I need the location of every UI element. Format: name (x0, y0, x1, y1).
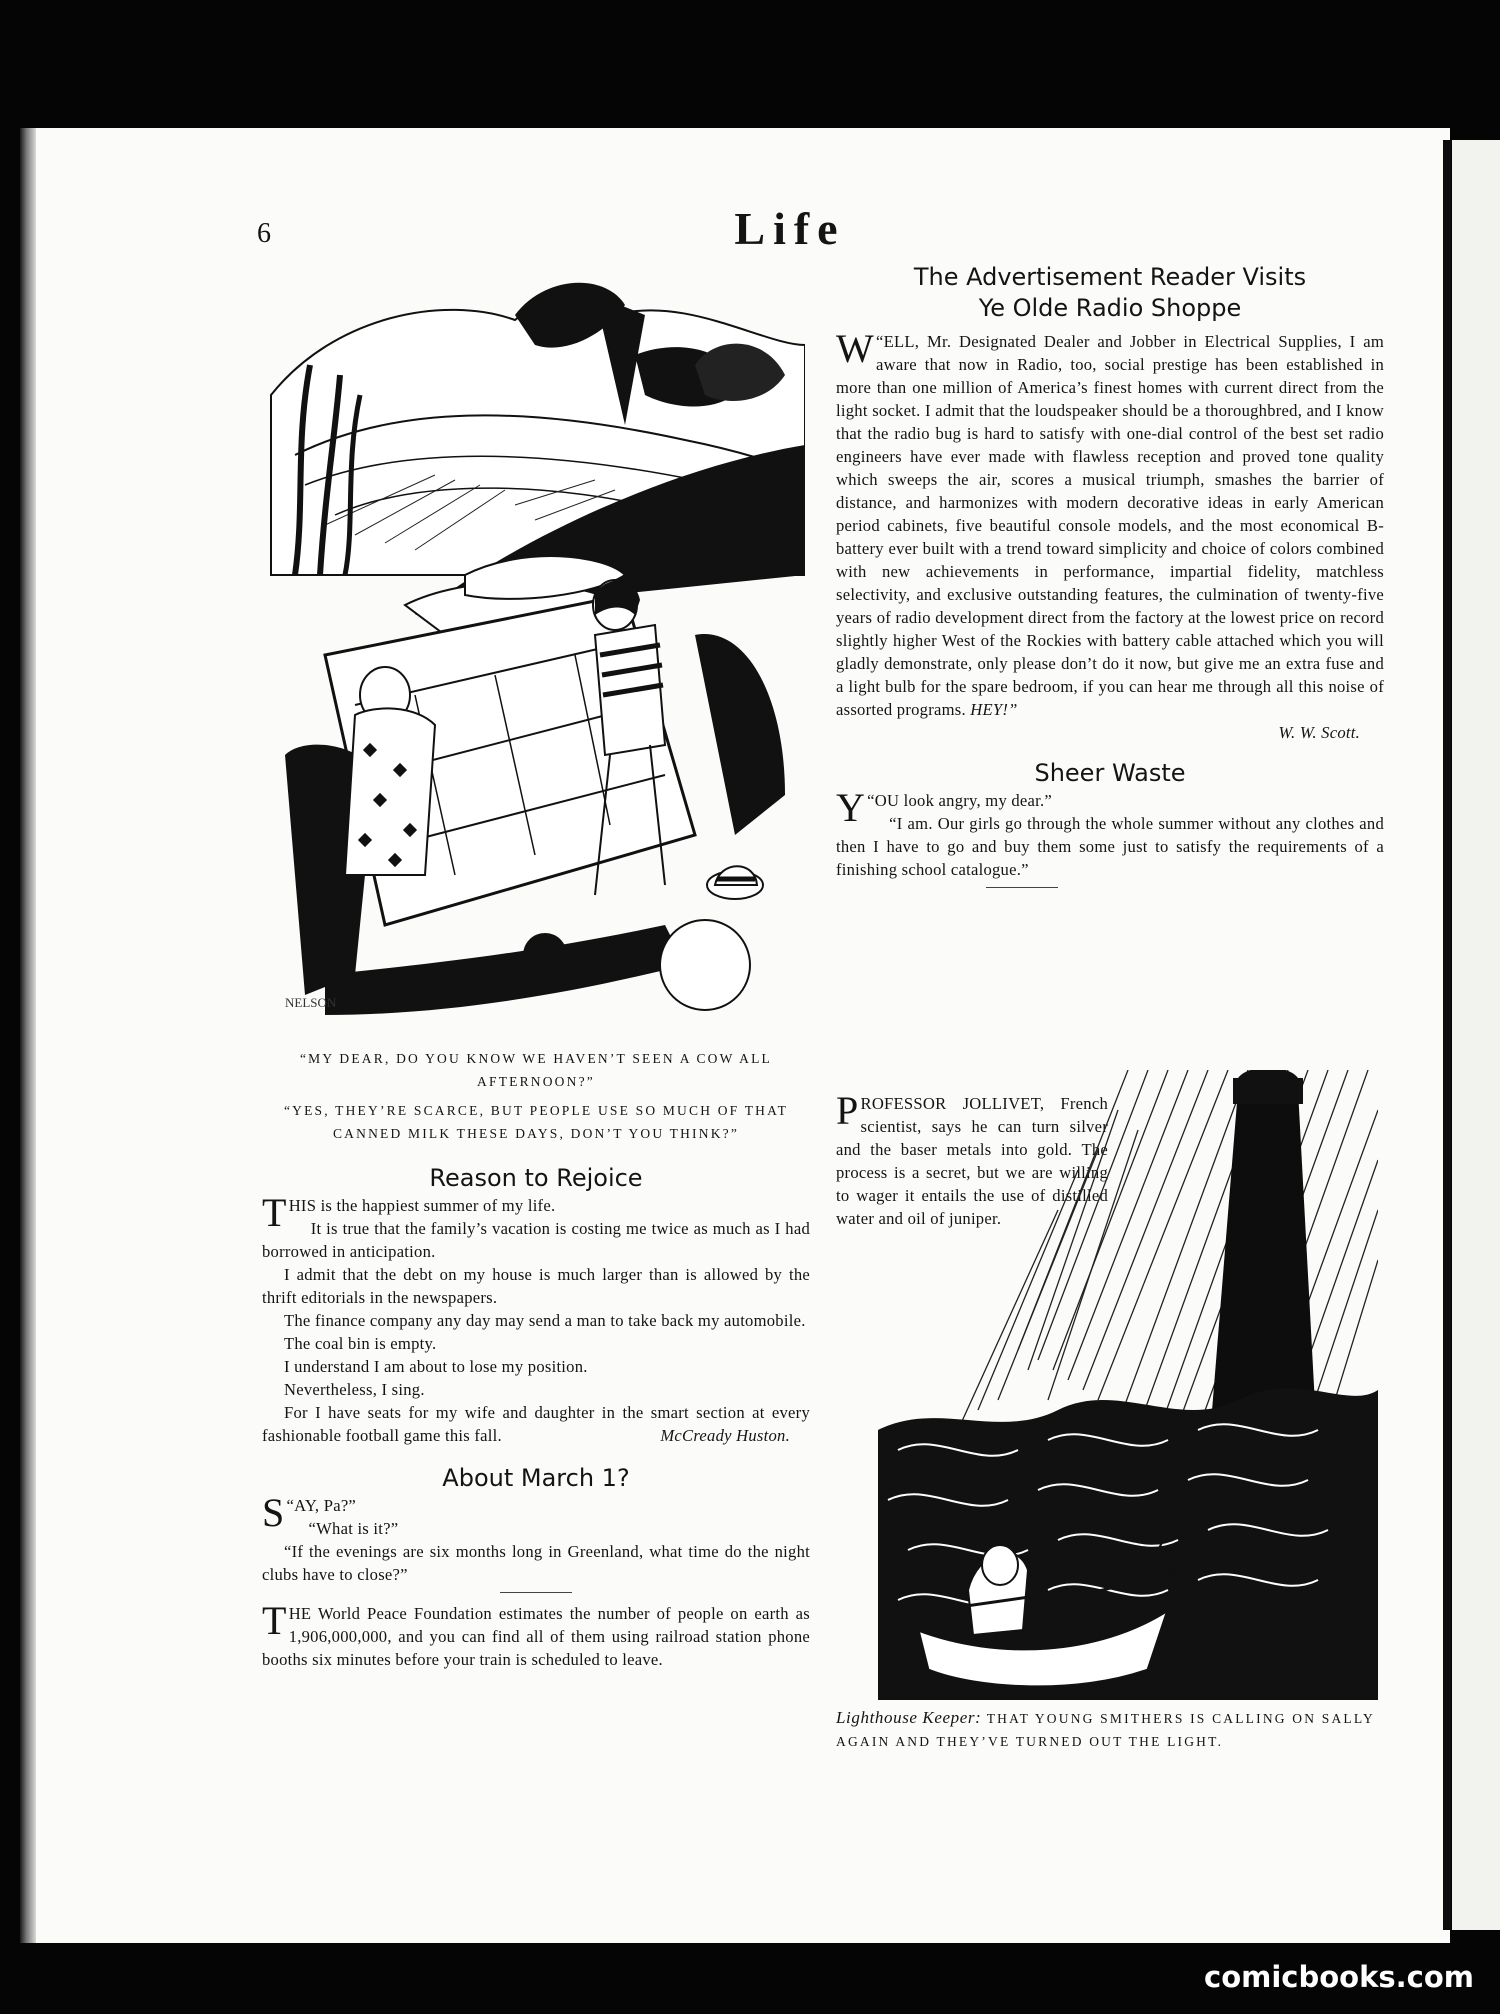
cartoon-lighthouse-illustration (878, 1070, 1378, 1700)
item-peace-foundation: THE World Peace Foundation estimates the number of people on earth as 1,906,000,000, and you can find all of them using railroad station phone booths six minutes before your train is scheduled to leave. (262, 1598, 810, 1669)
dropcap: W (836, 326, 875, 371)
magazine-masthead: Life (734, 203, 846, 254)
cartoon2-caption (836, 1706, 1384, 1753)
dropcap: T (262, 1190, 287, 1235)
artist-signature: NELSON (285, 995, 337, 1010)
article-title-radio-line2: Ye Olde Radio Shoppe (978, 294, 1242, 322)
article-body-reason: THIS is the happiest summer of my life. It is true that the family’s vacation is costing me twice as much as I had borrowed in anticipation. I admit that the debt on my house is much larger than is allowed by the thrift editorials in the newspapers. The finance company any day may send a man to take back my automobile. The coal bin is empty. I understand I am about to lose my position. Nevertheless, I sing. For I have seats for my wife and daughter in the smart section at every fashionable football game this fall. McCready Huston. (262, 1190, 810, 1445)
cartoon1-caption-line2: “YES, THEY’RE SCARCE, BUT PEOPLE USE SO MUCH OF THAT CANNED MILK THESE DAYS, DON’T YOU THINK?” (283, 1103, 789, 1141)
article-title-waste: Sheer Waste (1034, 759, 1186, 787)
dropcap: T (262, 1598, 287, 1643)
section-rule (500, 1592, 572, 1593)
section-rule (986, 887, 1058, 888)
site-watermark: comicbooks.com (1204, 1960, 1474, 1994)
caption-text: THAT YOUNG SMITHERS IS CALLING ON SALLY AGAIN AND THEY’VE TURNED OUT THE LIGHT. (836, 1711, 1375, 1749)
item-professor: PROFESSOR JOLLIVET, French scientist, says he can turn silver and the baser metals into gold. The process is a secret, but we are willing to wager it entails the use of distilled water and oil of juniper. (836, 1088, 1108, 1228)
page-edge-shadow (1443, 140, 1451, 1930)
dropcap: S (262, 1490, 285, 1535)
article-body-waste: “ Y OU look angry, my dear.” “I am. Our girls go through the whole summer without any clothes and then I have to go and buy them some just to satisfy the requirements of a finishing school catalogue.” (836, 785, 1384, 879)
adjacent-page-edge (1452, 140, 1500, 1930)
article-title-radio-line1: The Advertisement Reader Visits (913, 263, 1307, 291)
cartoon1-caption-line1: “MY DEAR, DO YOU KNOW WE HAVEN’T SEEN A COW ALL AFTERNOON?” (299, 1051, 772, 1089)
article-title-march: About March 1? (442, 1464, 630, 1492)
article-body-radio: “ W ELL, Mr. Designated Dealer and Jobber in Electrical Supplies, I am aware that now in Radio, too, social prestige has been established in more than one million of America’s finest homes with current direct from the light socket. I admit that the loudspeaker should be a thoroughbred, and I know that the radio bug is hard to satisfy with one-dial control of the best set radio engineers have ever made with flawless reception and proved tone quality which sweeps the air, scores a musical triumph, smashes the barrier of distance, and harmonizes with modern decorative ideas in early American period cabinets, five beautiful console models, and the most economical B-battery ever built with a trend toward simplicity and choice of colors combined with new achievements in performance, impartial fidelity, matchless selectivity, and exclusive outstanding features, the culmination of twenty-five years of radio development direct from the factory at the lowest price on record slightly higher West of the Rockies with battery cable attached which you will gladly demonstrate, only please don’t do it now, but give me an extra fuse and a light bulb for the spare bedroom, if you can hear me through all this noise of assorted programs. HEY!” W. W. Scott. (836, 326, 1384, 742)
left-column (262, 275, 810, 1671)
dropcap: P (836, 1088, 859, 1133)
right-column (836, 262, 1384, 897)
page-number: 6 (257, 218, 271, 249)
dropcap: Y (836, 785, 866, 830)
byline: McCready Huston. (660, 1426, 790, 1445)
caption-speaker: Lighthouse Keeper: (836, 1708, 982, 1727)
cartoon-car-illustration (265, 275, 805, 1035)
article-title-reason: Reason to Rejoice (429, 1164, 643, 1192)
book-gutter (20, 128, 36, 1943)
article-body-march: “ S AY, Pa?” “What is it?” “If the evenings are six months long in Greenland, what time do the night clubs have to close?” (262, 1490, 810, 1584)
byline: W. W. Scott. (1278, 723, 1360, 742)
